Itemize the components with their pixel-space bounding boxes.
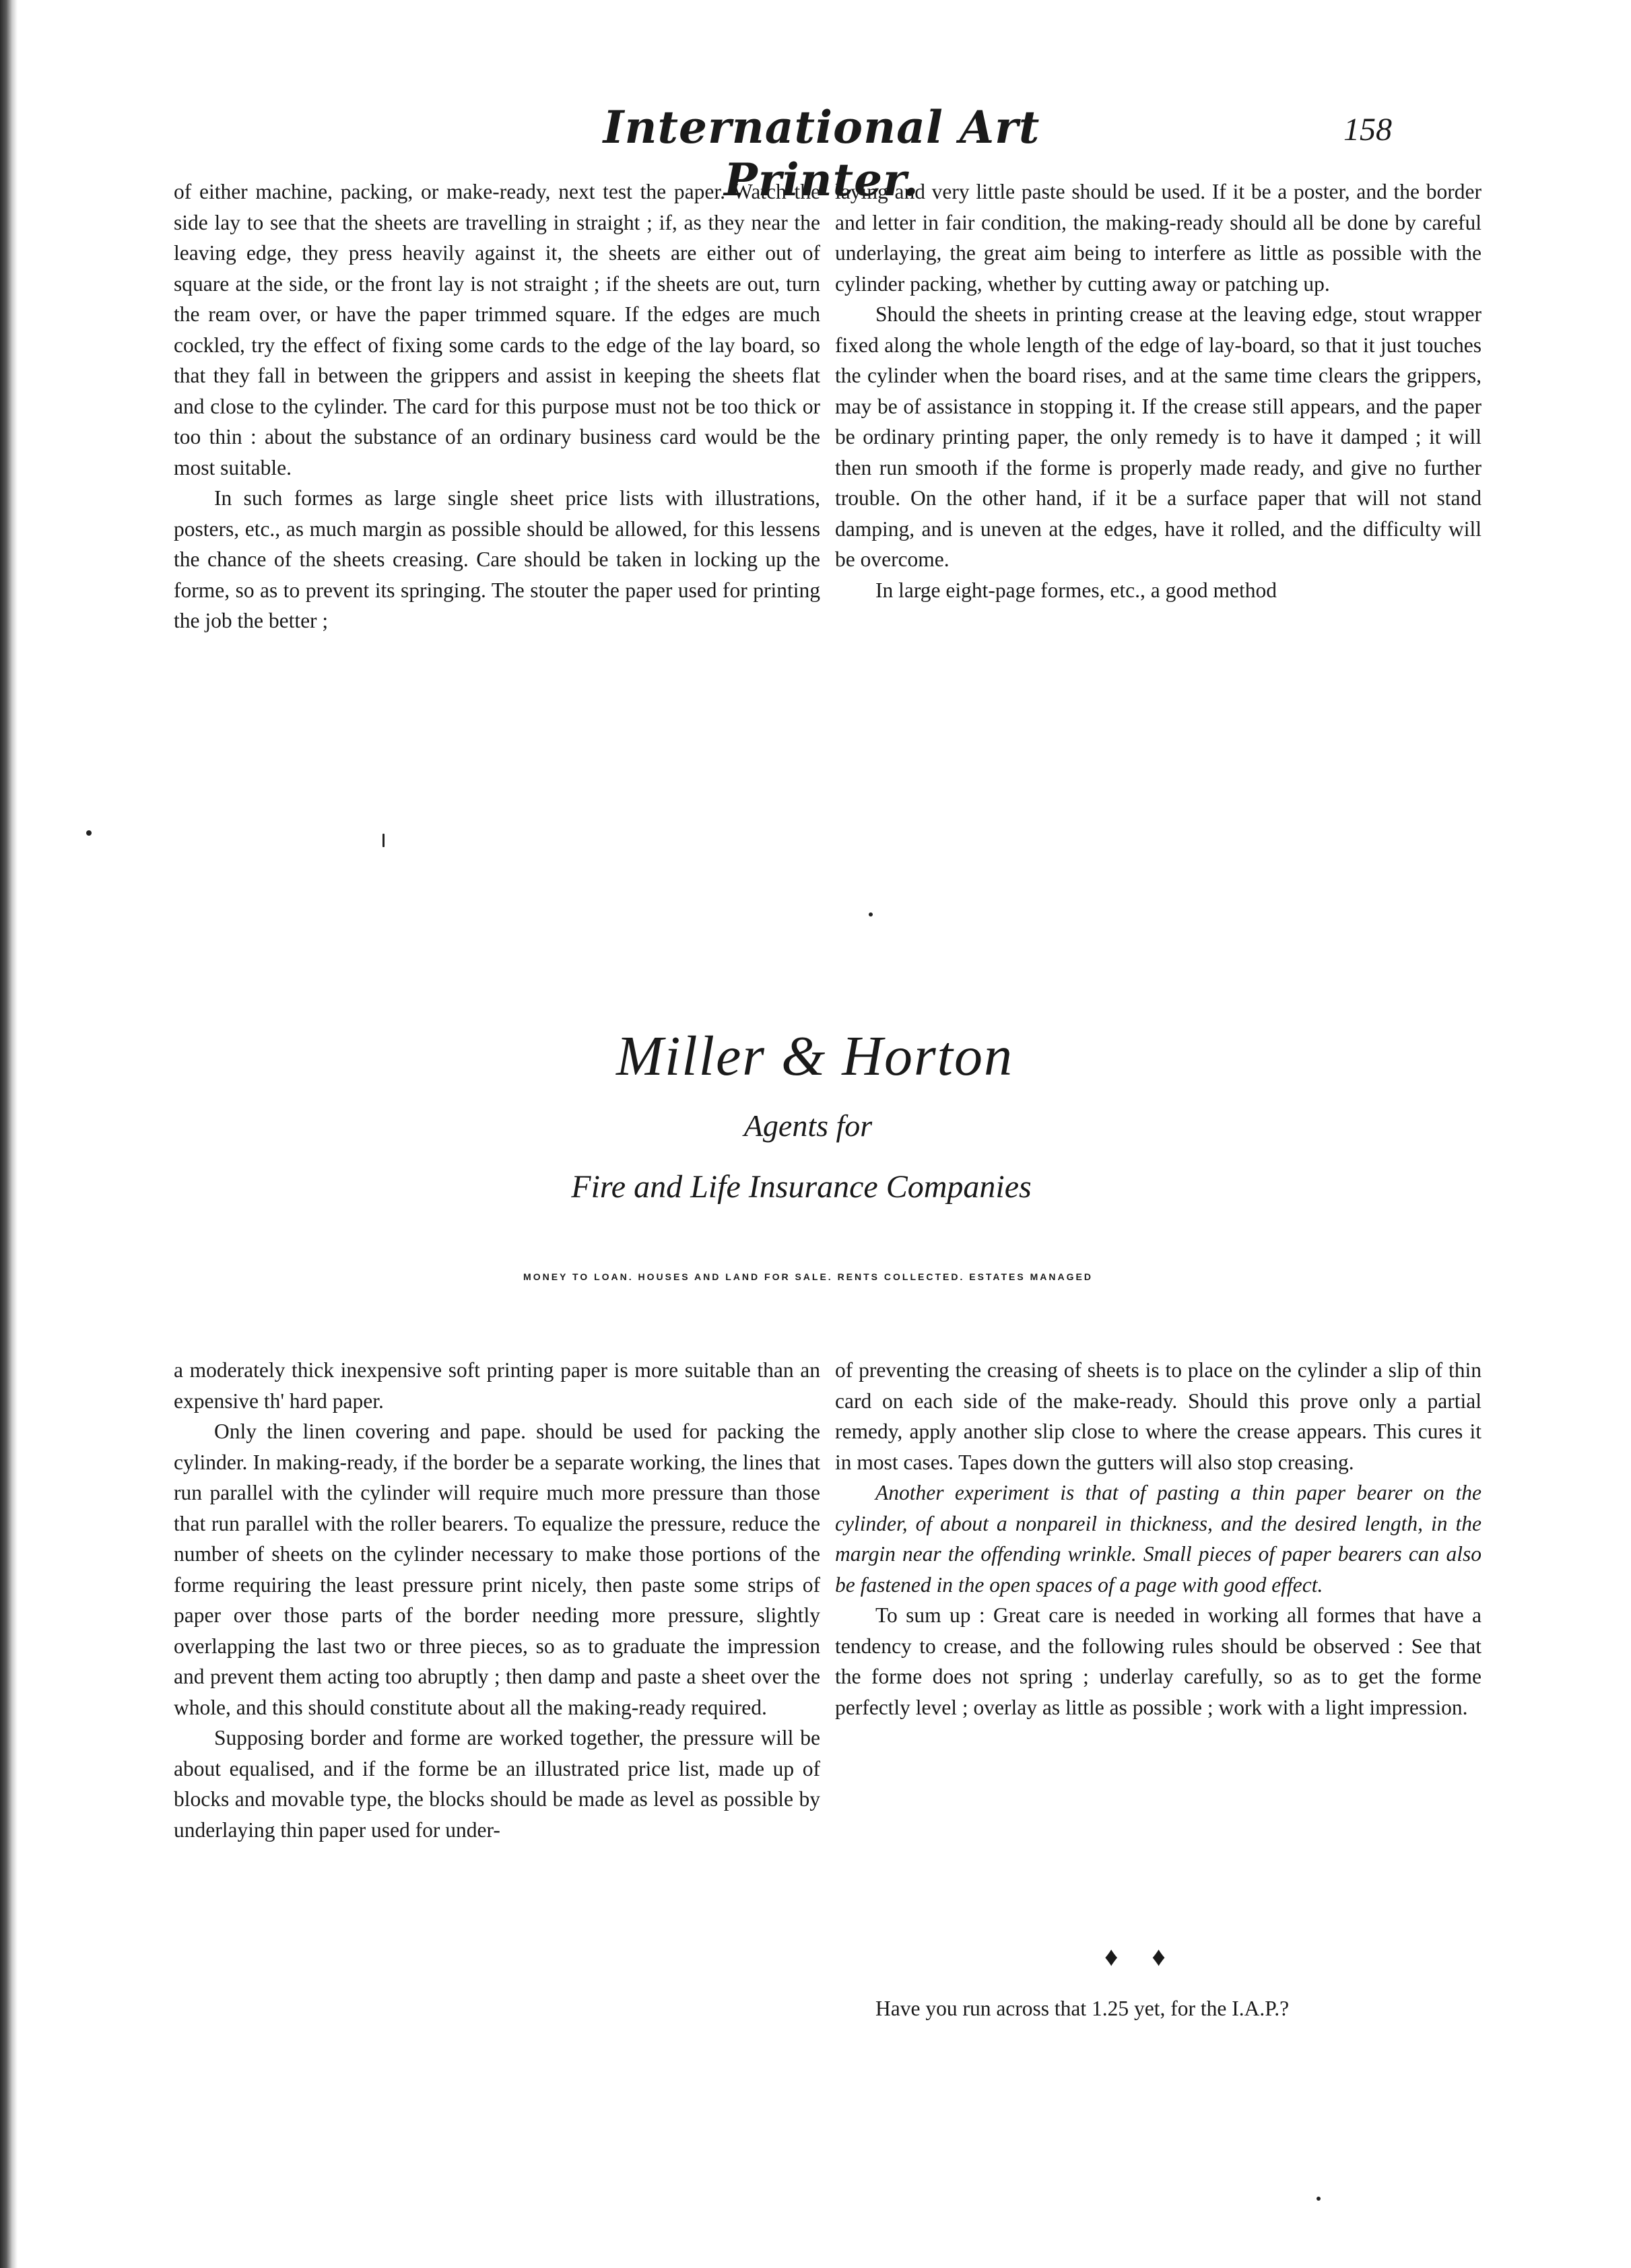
closing-line: Have you run across that 1.25 yet, for the I.A.P.?: [875, 1997, 1290, 2020]
paragraph: In large eight-page formes, etc., a good method: [875, 578, 1277, 602]
running-head-title: International Art Printer.: [603, 101, 1040, 206]
paragraph: To sum up : Great care is needed in working all formes that have a tendency to crease, and the following rules should be observed : See that the forme does not spring ; underlay carefully, so as to get the forme perfectly level ; overlay as little as possible ; work with a light impression.: [835, 1603, 1482, 1719]
print-speck: [86, 830, 92, 836]
paragraph: of preventing the creasing of sheets is to place on the cylinder a slip of thin card on each side of the make-ready. Should this prove only a partial remedy, apply another slip close to where the crease appears. This cures it in most cases. Tapes down the gutters will also stop creasing.: [835, 1358, 1482, 1474]
column-top-right: [835, 176, 1482, 605]
paragraph: In such formes as large single sheet price lists with illustrations, posters, etc., as much margin as possible should be allowed, for this lessens the chance of the sheets creasing. Care should be taken in locking up the forme, so as to prevent its springing. The stouter the paper used for printing the job the better ;: [174, 486, 820, 632]
page-number: 158: [1343, 112, 1392, 147]
advert-services-line: MONEY TO LOAN. HOUSES AND LAND FOR SALE. RENTS COLLECTED. ESTATES MANAGED: [523, 1271, 1093, 1282]
column-bottom-right: [835, 1355, 1482, 1723]
advert-firm-name: Miller & Horton: [616, 1025, 1013, 1088]
column-bottom-left: [174, 1355, 820, 1845]
section-ornament: ♦ ♦: [1104, 1941, 1179, 1972]
page-binding-edge: [0, 0, 18, 2268]
paragraph: Should the sheets in printing crease at the leaving edge, stout wrapper fixed along the whole length of the edge of lay-board, so that it just touches the cylinder when the board rises, and at the same time clears the grippers, may be of assistance in stopping it. If the crease still appears, and the paper be ordinary printing paper, the only remedy is to have it damped ; it will then run smooth if the forme is properly made ready, and give no further trouble. On the other hand, if it be a surface paper that will not stand damping, and is uneven at the edges, have it rolled, and the difficulty will be overcome.: [835, 302, 1482, 571]
advert-companies-line: Fire and Life Insurance Companies: [571, 1169, 1032, 1205]
print-speck: [382, 834, 385, 847]
paragraph: Supposing border and forme are worked together, the pressure will be about equalised, and if the forme be an illustrated price list, made up of blocks and movable type, the blocks should be made as level as possible by underlaying thin paper used for under-: [174, 1726, 820, 1842]
print-speck: [1317, 2197, 1321, 2201]
paragraph: of either machine, packing, or make-ready, next test the paper. Watch the side lay to see that the sheets are travelling in straight ; if, as they near the leaving edge, they press heavily against it, the sheets are either out of square at the side, or the front lay is not straight ; if the sheets are out, turn the ream over, or have the paper trimmed square. If the edges are much cockled, try the effect of fixing some cards to the edge of the lay board, so that they fall in between the grippers and assist in keeping the sheets flat and close to the cylinder. The card for this purpose must not be too thick or too thin : about the substance of an ordinary business card would be the most suitable.: [174, 180, 820, 479]
column-top-left: [174, 176, 820, 636]
paragraph: a moderately thick inexpensive soft printing paper is more suitable than an expensive th' hard paper.: [174, 1358, 820, 1413]
print-speck: [869, 912, 873, 916]
paragraph: Another experiment is that of pasting a thin paper bearer on the cylinder, of about a nonpareil in thickness, and the desired length, in the margin near the offending wrinkle. Small pieces of paper bearers can also be fastened in the open spaces of a page with good effect.: [835, 1481, 1482, 1597]
closing-note: [875, 1993, 1482, 2024]
advert-agents-line: Agents for: [743, 1108, 873, 1143]
paragraph: laying and very little paste should be used. If it be a poster, and the border and letter in fair condition, the making-ready should all be done by careful underlaying, the great aim being to interfere as little as possible with the cylinder packing, whether by cutting away or patching up.: [835, 180, 1482, 296]
paragraph: Only the linen covering and pape. should be used for packing the cylinder. In making-ready, if the border be a separate working, the lines that run parallel with the cylinder will require much more pressure than those that run parallel with the roller bearers. To equalize the pressure, reduce the number of sheets on the cylinder necessary to make those portions of the forme requiring the least pressure print nicely, then paste some strips of paper over those parts of the border needing more pressure, slightly overlapping the last two or three pieces, so as to graduate the impression and prevent them acting too abruptly ; then damp and paste a sheet over the whole, and this should constitute about all the making-ready required.: [174, 1420, 820, 1719]
